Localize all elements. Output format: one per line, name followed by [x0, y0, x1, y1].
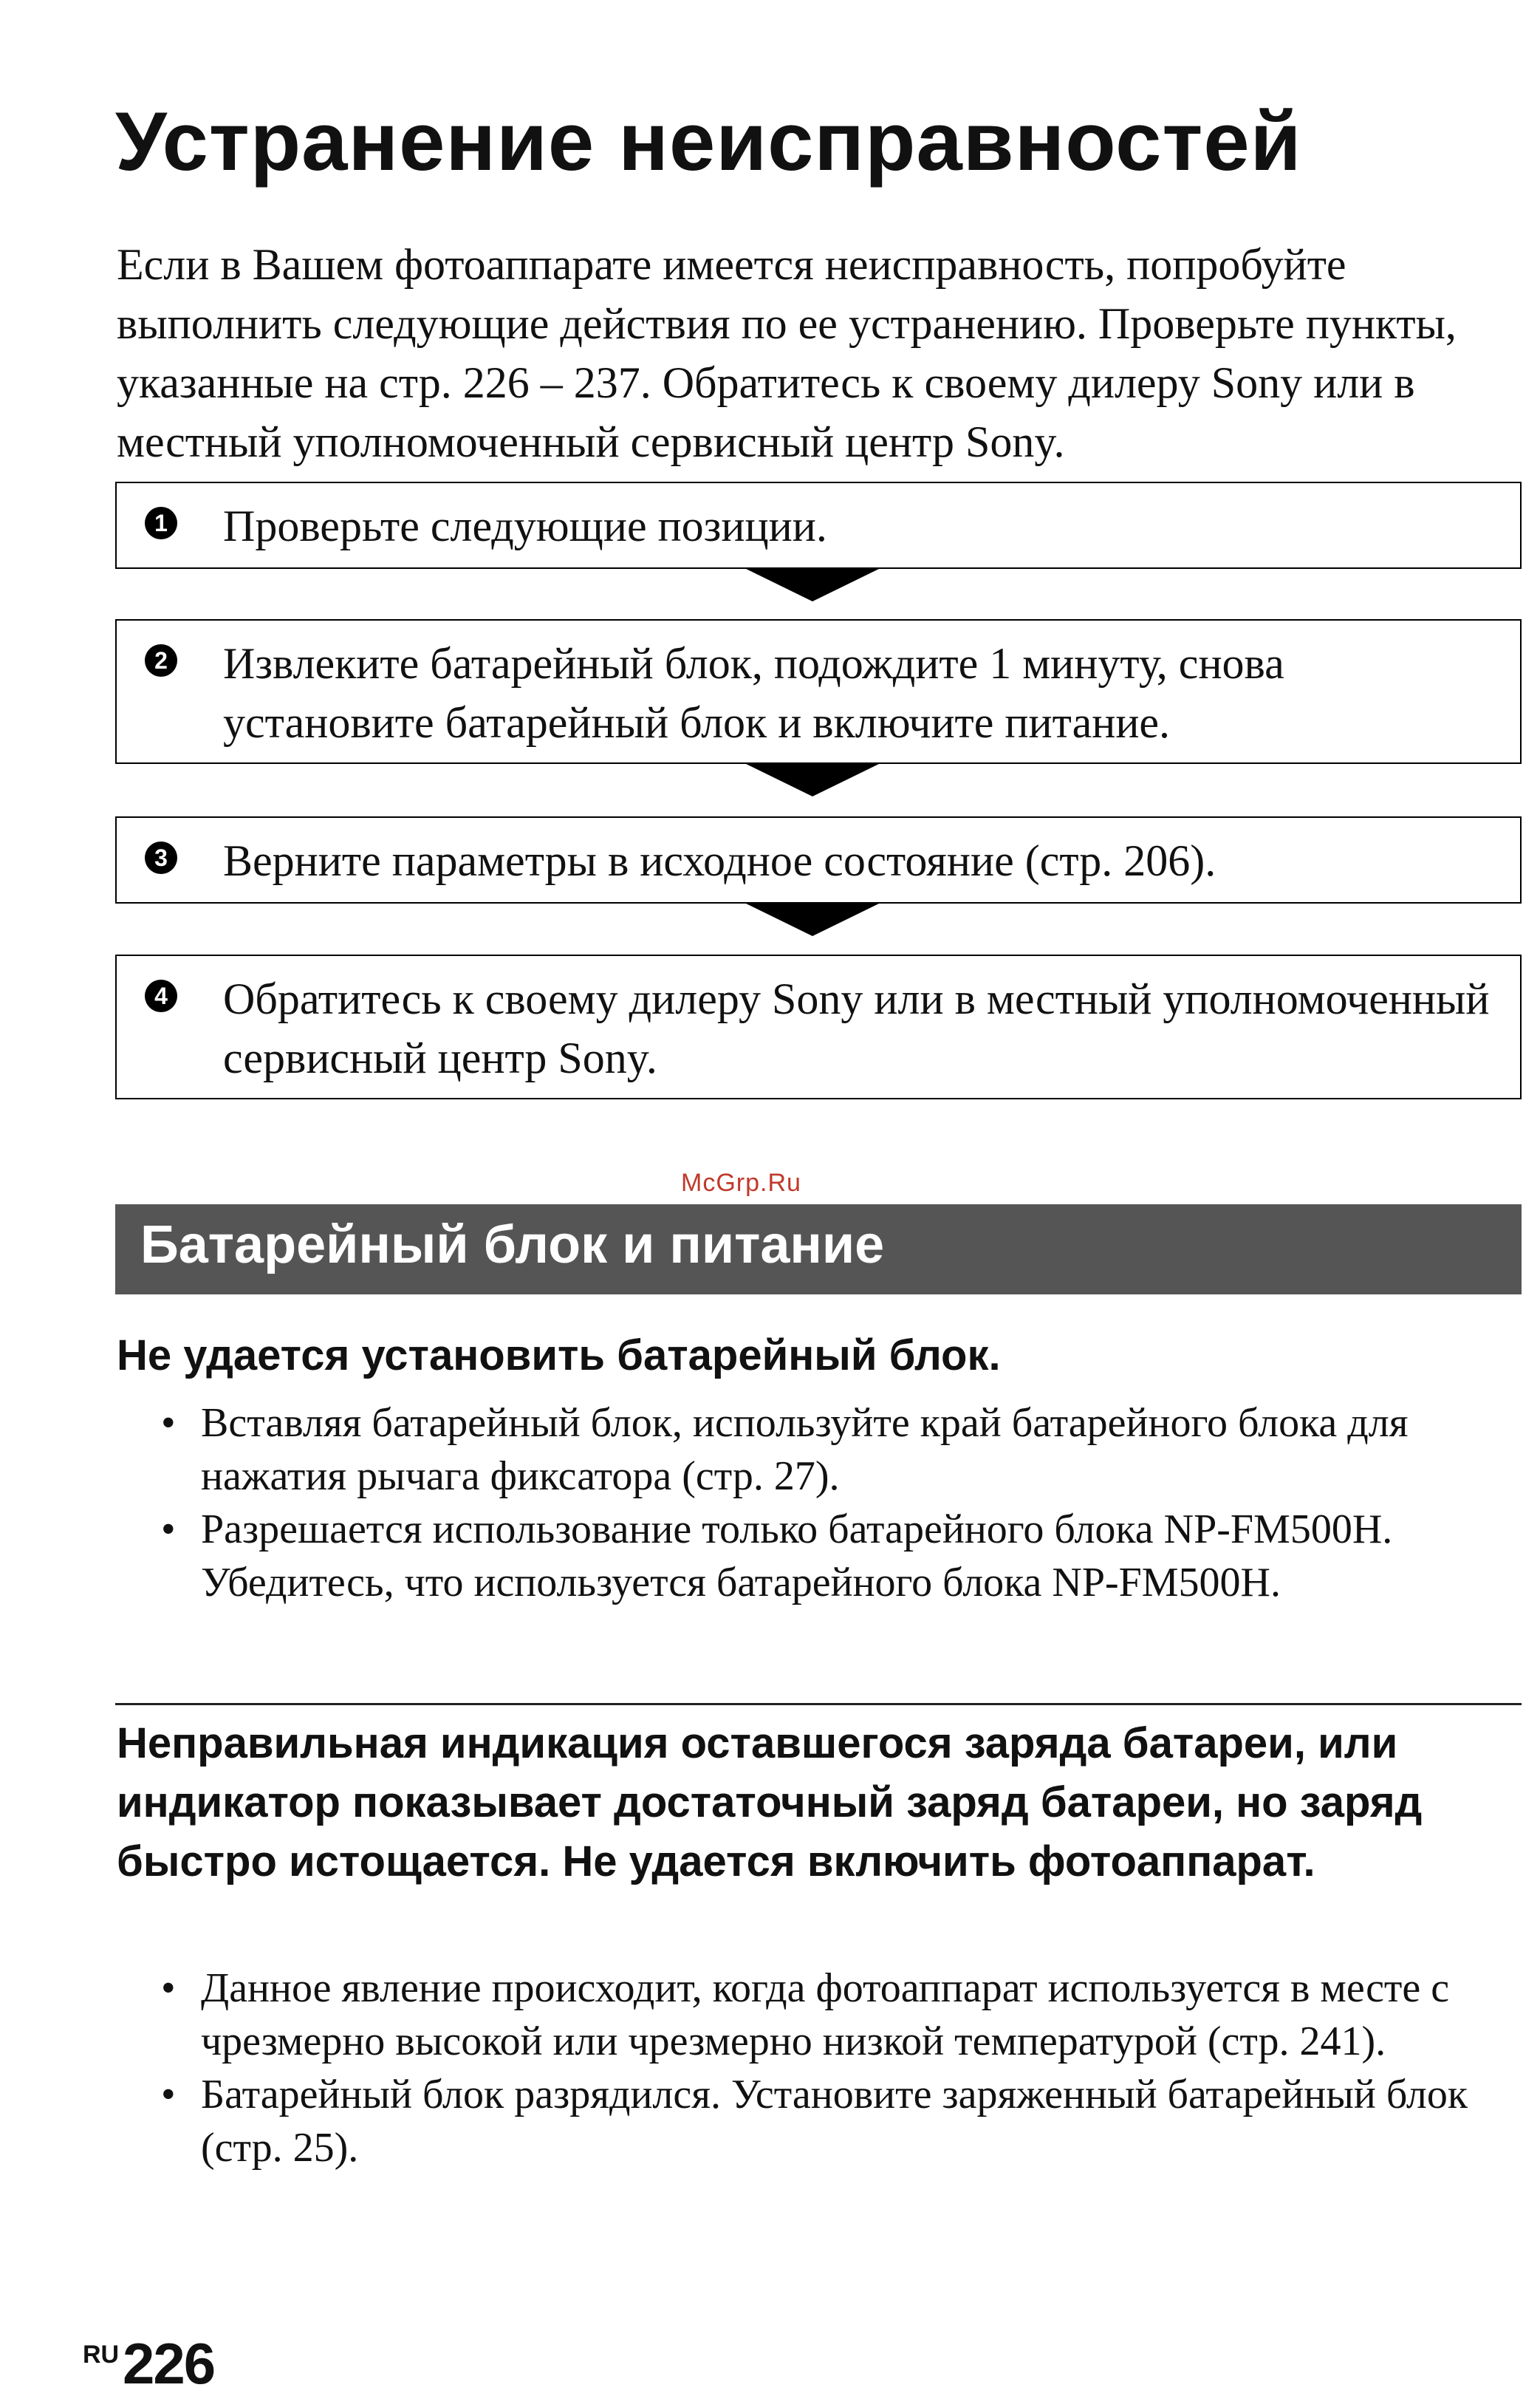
bullet-icon: •	[161, 2072, 176, 2117]
step-text-2: Извлеките батарейный блок, подождите 1 минуту, снова установите батарейный блок и включите питание.	[223, 639, 1284, 747]
bullet-text: Разрешается использование только батарейного блока NP-FM500H. Убедитесь, что используется батарейного блока NP-FM500H.	[201, 1506, 1393, 1605]
step-text-3: Верните параметры в исходное состояние (стр. 206).	[223, 836, 1216, 885]
step-text-4: Обратитесь к своему дилеру Sony или в местный уполномоченный сервисный центр Sony.	[223, 975, 1490, 1082]
page-title: Устранение неисправностей	[115, 95, 1302, 188]
step-text-1: Проверьте следующие позиции.	[223, 502, 827, 550]
section-divider	[115, 1703, 1522, 1705]
arrow-down-icon	[746, 569, 879, 601]
problem-2-bullets	[161, 1962, 1527, 2174]
arrow-down-icon	[746, 764, 879, 796]
list-item	[161, 2068, 1527, 2174]
arrow-down-icon	[746, 904, 879, 936]
step-number-4: 4	[145, 980, 177, 1012]
list-item	[161, 1962, 1527, 2068]
bullet-text: Данное явление происходит, когда фотоаппарат используется в месте с чрезмерно высокой или чрезмерно низкой температурой (стр. 241).	[201, 1965, 1450, 2064]
bullet-icon: •	[161, 1965, 176, 2011]
language-code: RU	[83, 2341, 120, 2369]
step-number-3: 3	[145, 842, 177, 874]
problem-heading-2: Неправильная индикация оставшегося заряда батареи, или индикатор показывает достаточный заряд батареи, но заряд быстро истощается. Не удается включить фотоаппарат.	[117, 1719, 1423, 1885]
bullet-text: Батарейный блок разрядился. Установите заряженный батарейный блок (стр. 25).	[201, 2072, 1468, 2171]
section-title: Батарейный блок и питание	[140, 1215, 885, 1274]
step-number-2: 2	[145, 644, 177, 677]
page-number: 226	[123, 2331, 215, 2396]
bullet-text: Вставляя батарейный блок, используйте край батарейного блока для нажатия рычага фиксатора (стр. 27).	[201, 1400, 1409, 1499]
watermark: McGrp.Ru	[681, 1169, 801, 1197]
step-box-1	[115, 482, 1522, 569]
step-box-2	[115, 619, 1522, 764]
bullet-icon: •	[161, 1400, 176, 1446]
list-item	[161, 1396, 1527, 1503]
step-box-3	[115, 816, 1522, 904]
section-header-bar	[115, 1204, 1522, 1294]
intro-paragraph: Если в Вашем фотоаппарате имеется неисправность, попробуйте выполнить следующие действия по ее устранению. Проверьте пункты, указанные на стр. 226 – 237. Обратитесь к своему дилеру Sony или в местный уполномоченный сервисный центр Sony.	[117, 240, 1457, 466]
step-number-1: 1	[145, 507, 177, 539]
problem-1-bullets	[161, 1396, 1527, 1609]
problem-heading-1: Не удается установить батарейный блок.	[117, 1331, 1001, 1379]
bullet-icon: •	[161, 1506, 176, 1552]
list-item	[161, 1503, 1527, 1609]
step-box-4	[115, 955, 1522, 1099]
